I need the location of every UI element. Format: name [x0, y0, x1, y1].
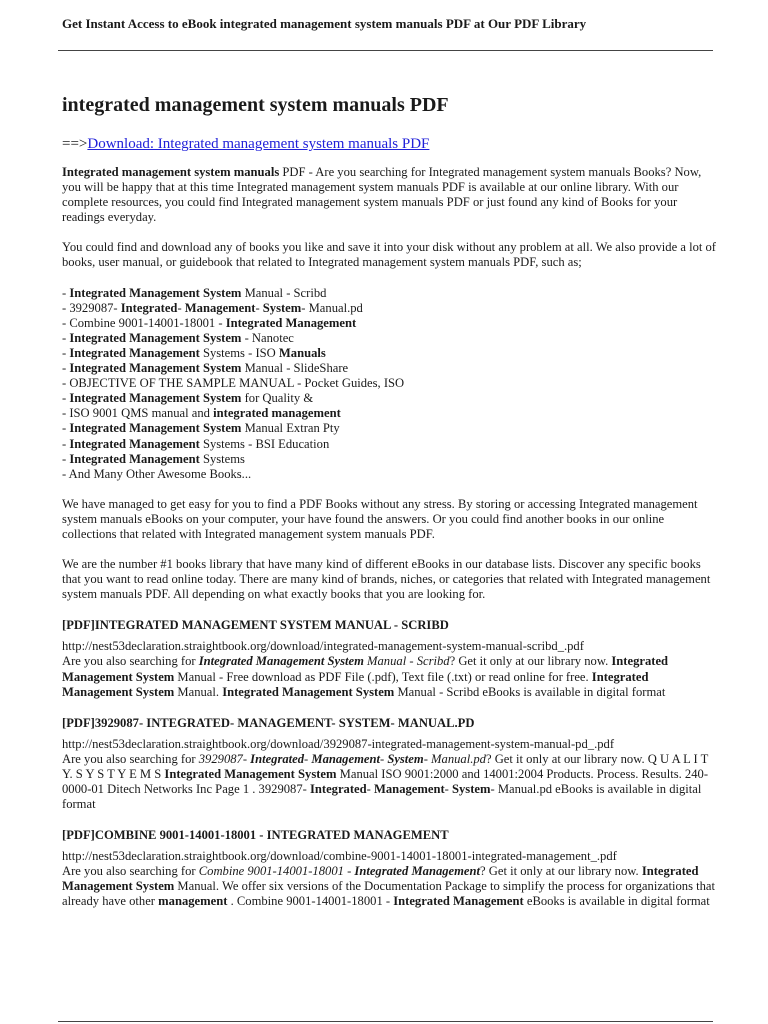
emphasis-text: Integrated Management System: [62, 864, 699, 894]
result-section-3: [62, 828, 717, 909]
emphasis-text: management: [158, 894, 228, 909]
emphasis-text: 3929087-: [198, 751, 251, 766]
list-item: - Integrated Management Systems - BSI Education: [62, 436, 330, 451]
result-url[interactable]: http://nest53declaration.straightbook.org/download/combine-9001-14001-18001-integrated-management_.pdf: [62, 849, 617, 864]
result-url[interactable]: http://nest53declaration.straightbook.org/download/3929087-integrated-management-system-manual-pd_.pdf: [62, 736, 615, 751]
intro-paragraph: [62, 165, 717, 225]
list-item: - Integrated Management System for Quality &: [62, 391, 314, 406]
emphasis-text: Integrated: [309, 782, 367, 796]
list-item: - Integrated Management System Manual - Scribd: [62, 285, 327, 300]
emphasis-text: Manuals: [278, 345, 326, 360]
result-url[interactable]: http://nest53declaration.straightbook.org/download/integrated-management-system-manual-scribd_.pdf: [62, 639, 584, 654]
result-heading: [PDF]COMBINE 9001-14001-18001 - INTEGRATED MANAGEMENT: [62, 828, 449, 843]
emphasis-text: Combine 9001-14001-18001 -: [198, 864, 355, 879]
emphasis-text: Integrated Management System: [69, 421, 242, 436]
result-section-1: [62, 618, 717, 699]
emphasis-text: Management: [311, 751, 380, 766]
emphasis-text: - Manual.pd: [423, 751, 486, 766]
emphasis-text: Integrated Management: [354, 864, 481, 879]
emphasis-text: Integrated Management: [69, 451, 200, 466]
emphasis-text: System: [262, 300, 302, 315]
list-item: - Integrated Management System - Nanotec: [62, 330, 294, 345]
paragraph-3: We have managed to get easy for you to find a PDF Books without any stress. By storing or accessing Integrated management system manuals eBooks on your computer, your have found the answers. Or you could find another books in our online collections that related with Integrated management system manuals PDF.: [62, 496, 698, 541]
emphasis-text: Integrated Management System: [222, 684, 395, 699]
list-item: - ISO 9001 QMS manual and integrated management: [62, 406, 341, 421]
emphasis-text: System: [452, 782, 491, 796]
result-description: Are you also searching for Integrated Management System Manual - Scribd? Get it only at our library now. Integrated Management System Manual - Free download as PDF File (.pdf), Text file (.txt) or read online for free. Integrated Management System Manual. Integrated Management System Manual - Scribd eBooks is available in digital format: [62, 654, 669, 699]
result-heading: [PDF]INTEGRATED MANAGEMENT SYSTEM MANUAL - SCRIBD: [62, 618, 449, 633]
emphasis-text: Integrated Management System: [198, 654, 364, 669]
emphasis-text: -: [304, 751, 312, 766]
header-divider: [58, 50, 713, 51]
emphasis-text: Integrated Management System: [164, 766, 337, 781]
emphasis-text: Integrated: [120, 300, 178, 315]
emphasis-text: Manual - Scribd: [363, 654, 450, 669]
download-arrow: ==>: [62, 136, 88, 152]
list-item: - OBJECTIVE OF THE SAMPLE MANUAL - Pocket Guides, ISO: [62, 376, 405, 391]
result-description: Are you also searching for 3929087- Integrated- Management- System- Manual.pd? Get it only at our library now. Q U A L I T Y. S Y S T Y E M S Integrated Management System Manual ISO 9001:2000 and 14001:2004 Products. Process. Results. 240-0000-01 Ditech Networks Inc Page 1 . 3929087- Integrated- Management- System- Manual.pd eBooks is available in digital format: [62, 751, 709, 812]
download-link[interactable]: Download: Integrated management system manuals PDF: [87, 136, 430, 152]
list-item: - And Many Other Awesome Books...: [62, 466, 252, 481]
footer-divider: [58, 1021, 713, 1022]
emphasis-text: integrated management: [213, 406, 341, 421]
emphasis-text: Integrated Management System: [69, 391, 242, 406]
emphasis-text: Integrated Management: [69, 345, 200, 360]
document-title: integrated management system manuals PDF: [62, 94, 449, 116]
intro-bold: Integrated management system manuals: [62, 165, 280, 179]
download-line: [62, 135, 717, 153]
result-heading: [PDF]3929087- INTEGRATED- MANAGEMENT- SYSTEM- MANUAL.PD: [62, 715, 475, 730]
list-item: - 3929087- Integrated- Management- System- Manual.pd: [62, 300, 363, 315]
paragraph-2: You could find and download any of books you like and save it into your disk without any problem at all. We also provide a lot of books, user manual, or guidebook that related to Integrated management system manuals PDF, such as;: [62, 240, 717, 270]
list-item: - Combine 9001-14001-18001 - Integrated Management: [62, 315, 357, 330]
emphasis-text: Integrated Management System: [69, 285, 242, 300]
emphasis-text: Integrated Management: [225, 315, 357, 330]
page-header: Get Instant Access to eBook integrated management system manuals PDF at Our PDF Library: [62, 16, 587, 31]
emphasis-text: Integrated Management System: [69, 330, 242, 345]
emphasis-text: Integrated Management: [69, 436, 200, 451]
emphasis-text: System: [387, 751, 424, 766]
result-description: Are you also searching for Combine 9001-14001-18001 - Integrated Management? Get it only at our library now. Integrated Management System Manual. We offer six versions of the Documentation Package to simplify the process for organizations that already have other management . Combine 9001-14001-18001 - Integrated Management eBooks is available in digital format: [62, 864, 716, 909]
intro-text: PDF - Are you searching for Integrated management system manuals Books? Now, you will be happy that at this time Integrated management system manuals PDF is available at our online library. With our complete resources, you could find Integrated management system manuals PDF or just found any kind of Books for your readings everyday.: [62, 165, 702, 225]
emphasis-text: Integrated: [250, 751, 305, 766]
emphasis-text: Management: [374, 782, 445, 796]
book-list: [62, 286, 717, 482]
emphasis-text: Integrated Management: [393, 894, 524, 909]
document-body: [62, 92, 717, 910]
list-item: - Integrated Management Systems - ISO Manuals: [62, 345, 326, 360]
emphasis-text: Integrated Management System: [62, 669, 649, 699]
emphasis-text: Integrated Management System: [62, 654, 669, 684]
list-item: - Integrated Management Systems: [62, 451, 245, 466]
emphasis-text: -: [379, 751, 388, 766]
list-item: - Integrated Management System Manual - SlideShare: [62, 361, 349, 376]
paragraph-4: We are the number #1 books library that have many kind of different eBooks in our database lists. Discover any specific books that you want to read online today. There are many kind of brands, niches, or categories that related with Integrated management system manuals PDF. All depending on what exactly books that you are looking for.: [62, 557, 711, 602]
result-section-2: [62, 716, 717, 812]
emphasis-text: Integrated Management System: [69, 361, 242, 376]
list-item: - Integrated Management System Manual Extran Pty: [62, 421, 340, 436]
emphasis-text: Management: [184, 300, 256, 315]
